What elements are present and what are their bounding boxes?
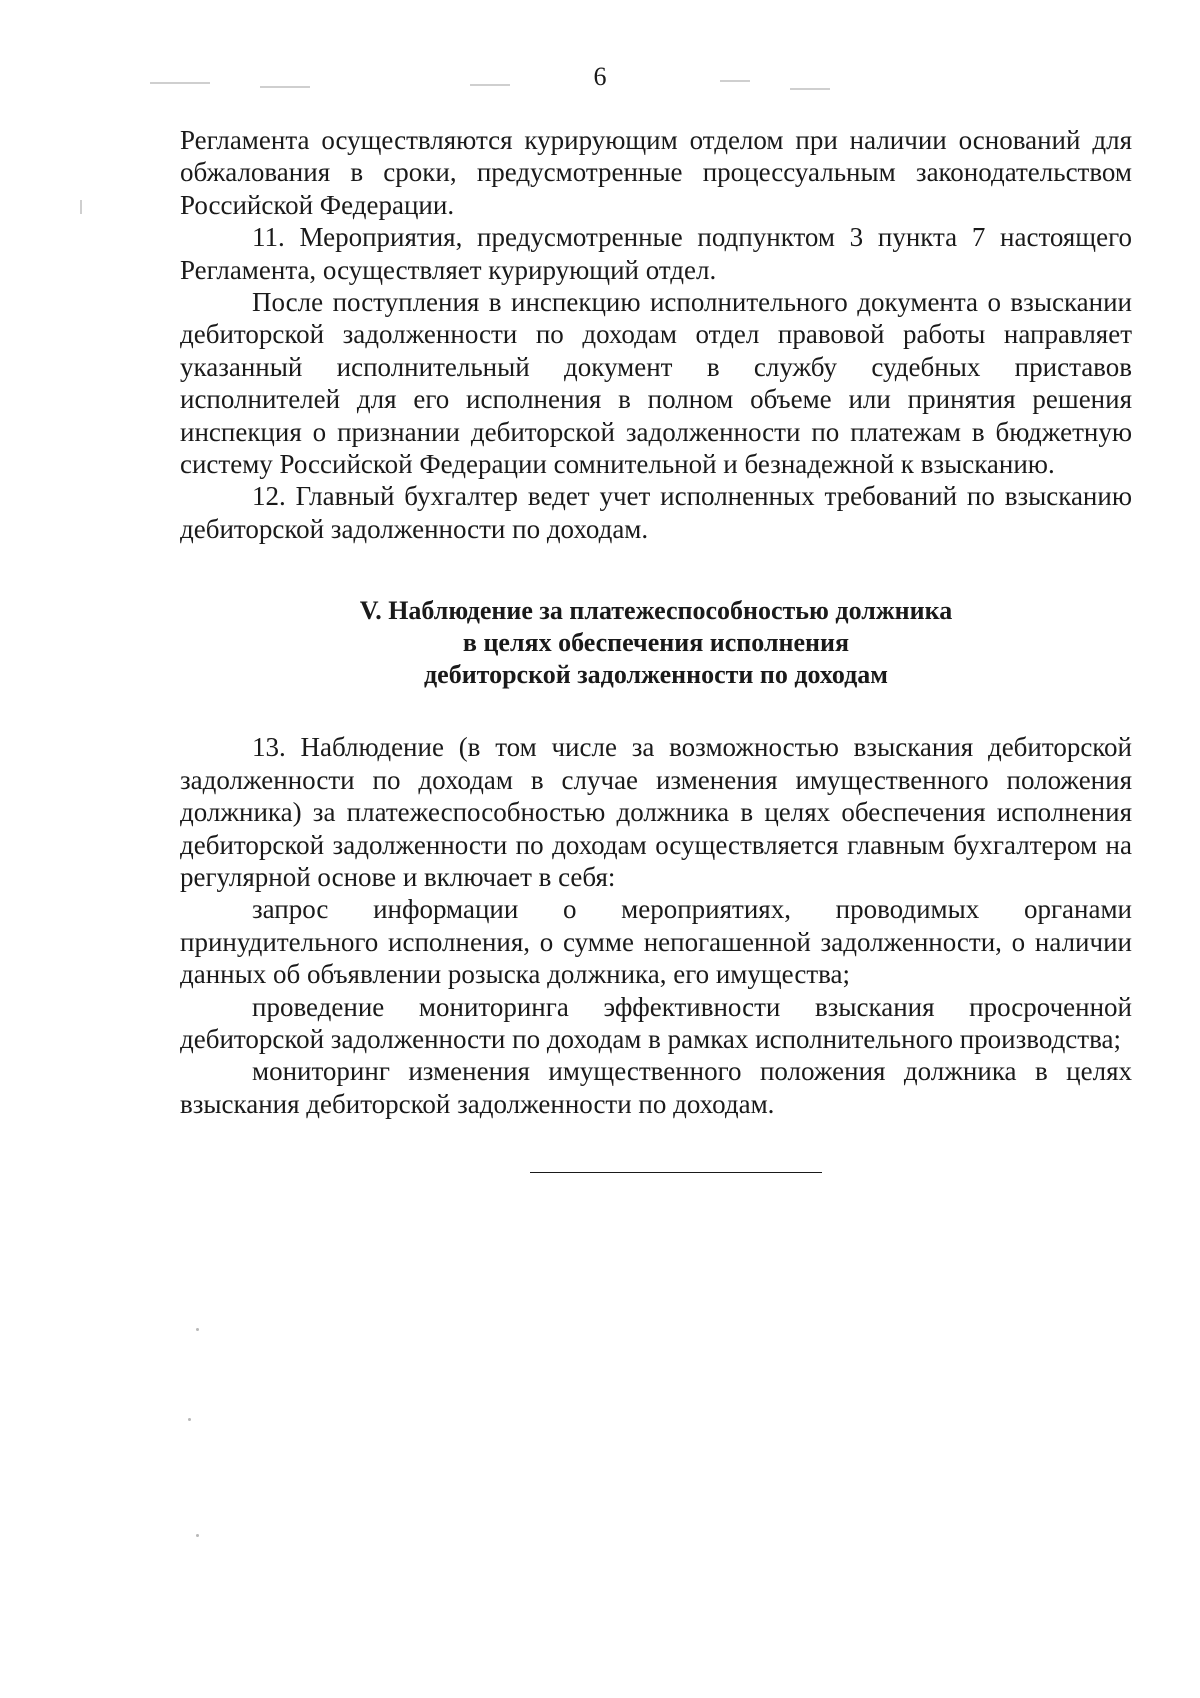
paragraph-after-receipt: После поступления в инспекцию исполнительного документа о взыскании дебиторской задолженности по доходам отдел правовой работы направляет указанный исполнительный документ в службу судебных приставов исполнителей для его исполнения в полном объеме или принятия решения инспекция о признании дебиторской задолженности по платежам в бюджетную систему Российской Федерации сомнительной и безнадежной к взысканию. <box>180 287 1132 480</box>
scan-artifact <box>188 1418 191 1421</box>
paragraph-item-13: 13. Наблюдение (в том числе за возможностью взыскания дебиторской задолженности по доходам в случае изменения имущественного положения должника) за платежеспособностью должника в целях обеспечения исполнения дебиторской задолженности по доходам осуществляется главным бухгалтером на регулярной основе и включает в себя: <box>180 732 1132 892</box>
scan-artifact <box>196 1328 199 1331</box>
scan-artifact <box>196 1534 199 1537</box>
section-title-line: V. Наблюдение за платежеспособностью должника <box>359 596 953 626</box>
section-title-line: в целях обеспечения исполнения <box>462 628 850 658</box>
paragraph-list-item: мониторинг изменения имущественного положения должника в целях взыскания дебиторской задолженности по доходам. <box>180 1056 1132 1119</box>
page-number: 6 <box>593 62 607 91</box>
paragraph-continuation: Регламента осуществляются курирующим отделом при наличии оснований для обжалования в сроки, предусмотренные процессуальным законодательством Российской Федерации. <box>180 125 1132 220</box>
section-title-line: дебиторской задолженности по доходам <box>424 660 888 690</box>
scan-artifact <box>80 200 82 214</box>
paragraph-item-12: 12. Главный бухгалтер ведет учет исполненных требований по взысканию дебиторской задолженности по доходам. <box>180 481 1132 544</box>
paragraph-list-item: проведение мониторинга эффективности взыскания просроченной дебиторской задолженности по доходам в рамках исполнительного производства; <box>180 991 1132 1054</box>
document-body <box>180 124 1132 1173</box>
paragraph-item-11: 11. Мероприятия, предусмотренные подпунктом 3 пункта 7 настоящего Регламента, осуществляет курирующий отдел. <box>180 222 1132 285</box>
section-title <box>180 595 1132 691</box>
section-spacer <box>180 691 1132 731</box>
end-of-text-rule <box>530 1172 822 1173</box>
paragraph-list-item: запрос информации о мероприятиях, проводимых органами принудительного исполнения, о сумме непогашенной задолженности, о наличии данных об объявлении розыска должника, его имущества; <box>180 894 1132 990</box>
